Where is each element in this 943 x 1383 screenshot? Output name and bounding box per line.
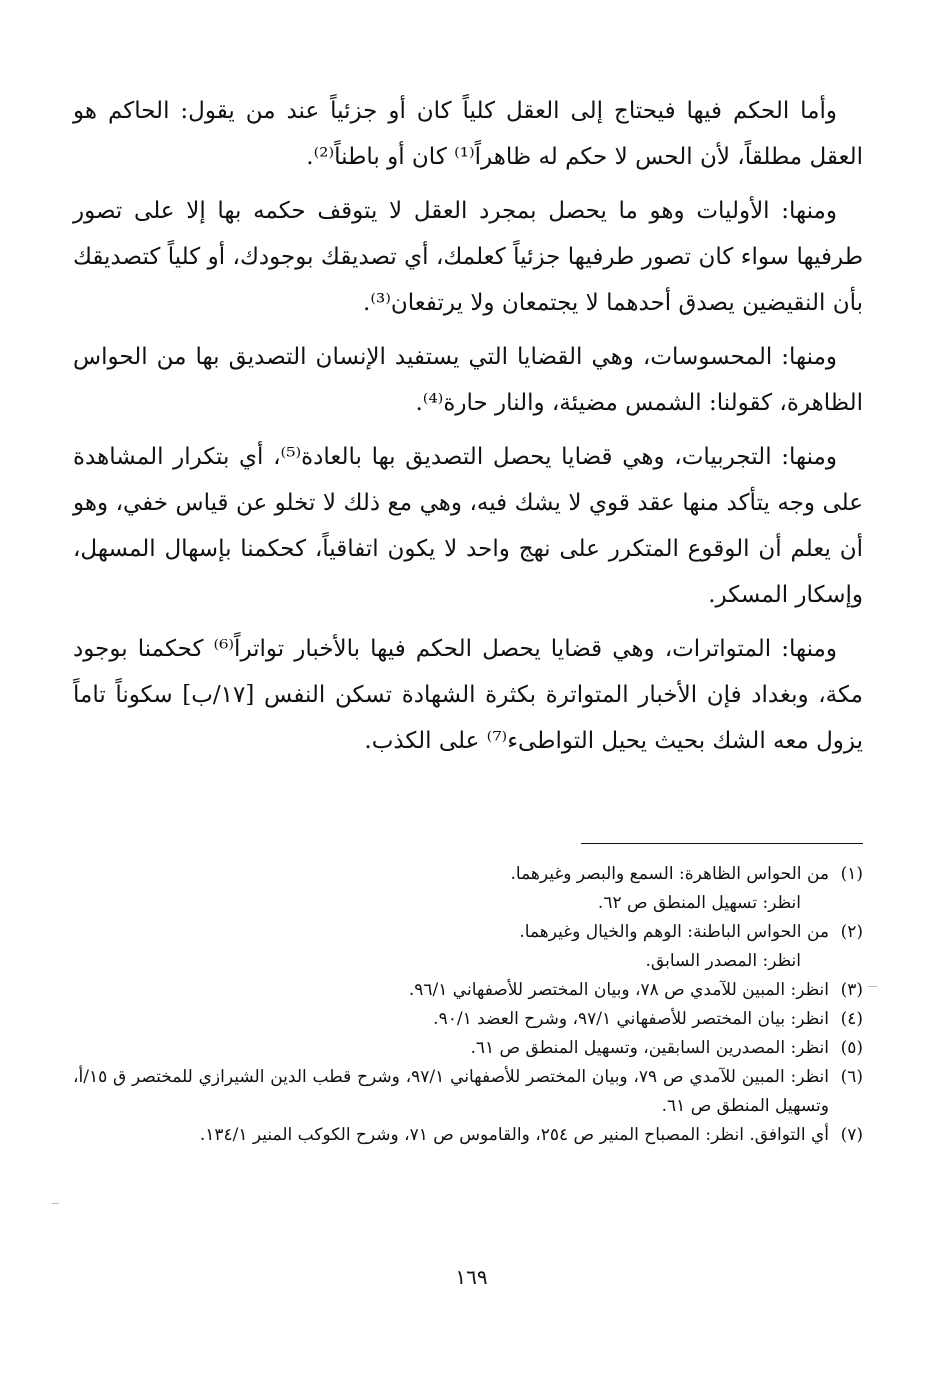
scan-speck xyxy=(868,986,877,987)
paragraph: ومنها: المحسوسات، وهي القضايا التي يستفيد الإنسان التصديق بها من الحواس الظاهرة، كقولنا: الشمس مضيئة، والنار حارة⁽⁴⁾. xyxy=(73,344,863,416)
footnote-4 xyxy=(73,1005,863,1034)
footnote-text: انظر: المصدرين السابقين، وتسهيل المنطق ص ٦١. xyxy=(470,1038,829,1058)
footnote-text: من الحواس الباطنة: الوهم والخيال وغيرهما. xyxy=(519,922,829,942)
paragraph: ومنها: الأوليات وهو ما يحصل بمجرد العقل لا يتوقف حكمه بها إلا على تصور طرفيها سواء كان تصور طرفيها جزئياً كعلمك، أي تصديقك بوجودك، أو كلياً كتصديقك بأن النقيضين يصدق أحدهما لا يجتمعان ولا يرتفعان⁽³⁾. xyxy=(73,198,863,316)
footnote-text: أي التوافق. انظر: المصباح المنير ص ٢٥٤، والقاموس ص ٧١، وشرح الكوكب المنير ١٣٤/١. xyxy=(199,1125,829,1145)
scan-speck xyxy=(52,1203,59,1204)
paragraph: ومنها: المتواترات، وهي قضايا يحصل الحكم فيها بالأخبار تواتراً⁽⁶⁾ كحكمنا بوجود مكة، وبغداد فإن الأخبار المتواترة بكثرة الشهادة تسكن النفس [١٧/ب] سكوناً تاماً يزول معه الشك بحيث يحيل التواطىء⁽⁷⁾ على الكذب. xyxy=(73,636,864,754)
footnote-3 xyxy=(73,976,863,1005)
footnote-separator xyxy=(581,843,863,844)
footnote-text: انظر: بيان المختصر للأصفهاني ٩٧/١، وشرح العضد ٩٠/١. xyxy=(433,1009,829,1029)
footnote-number: (١) xyxy=(840,864,863,884)
footnote-number: (٧) xyxy=(840,1125,863,1145)
footnote-1 xyxy=(73,860,863,889)
footnote-2 xyxy=(73,918,863,947)
footnote-number: (٢) xyxy=(840,922,863,942)
footnote-text: من الحواس الظاهرة: السمع والبصر وغيرهما. xyxy=(510,864,829,884)
footnote-6 xyxy=(73,1063,863,1121)
main-text xyxy=(73,88,863,772)
page-number: ١٦٩ xyxy=(455,1265,488,1289)
footnote-text: انظر: المبين للآمدي ص ٧٩، وبيان المختصر للأصفهاني ٩٧/١، وشرح قطب الدين الشيرازي للمختصر ق ١٥/أ، وتسهيل المنطق ص ٦١. xyxy=(73,1067,829,1116)
footnote-7 xyxy=(73,1121,863,1150)
footnote-5 xyxy=(73,1034,863,1063)
footnote-number: (٣) xyxy=(840,980,863,1000)
paragraph: ومنها: التجربيات، وهي قضايا يحصل التصديق بها بالعادة⁽⁵⁾، أي بتكرار المشاهدة على وجه يتأكد منها عقد قوي لا يشك فيه، وهي مع ذلك لا تخلو عن قياس خفي، وهو أن يعلم أن الوقوع المتكرر على نهج واحد لا يكون اتفاقياً، كحكمنا بإسهال المسهل، وإسكار المسكر. xyxy=(73,444,864,608)
footnotes xyxy=(73,860,863,1150)
footnote-number: (٦) xyxy=(840,1067,863,1087)
footnote-text: انظر: المبين للآمدي ص ٧٨، وبيان المختصر للأصفهاني ٩٦/١. xyxy=(408,980,829,1000)
footnote-number: (٤) xyxy=(840,1009,863,1029)
footnote-number: (٥) xyxy=(840,1038,863,1058)
footnote-2-source: انظر: المصدر السابق. xyxy=(645,951,801,971)
paragraph: وأما الحكم فيها فيحتاج إلى العقل كلياً كان أو جزئياً عند من يقول: الحاكم هو العقل مطلقاً، لأن الحس لا حكم له ظاهراً⁽¹⁾ كان أو باطناً⁽²⁾. xyxy=(73,98,863,170)
footnote-1-source: انظر: تسهيل المنطق ص ٦٢. xyxy=(597,893,801,913)
